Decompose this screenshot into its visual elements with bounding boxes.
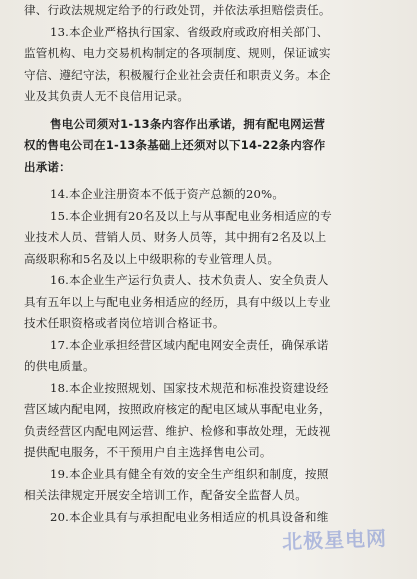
document-line: 18.本企业按照规划、国家技术规范和标准投资建设经 bbox=[50, 380, 329, 395]
document-line: 17.本企业承担经营区域内配电网安全责任，确保承诺 bbox=[50, 337, 329, 352]
document-line: 15.本企业拥有20名及以上与从事配电业务相适应的专 bbox=[50, 208, 332, 223]
document-line: 提供配电服务，不干预用户自主选择售电公司。 bbox=[24, 445, 272, 459]
document-line: 具有五年以上与配电业务相适应的经历，具有中级以上专业 bbox=[24, 294, 331, 309]
watermark: 北极星电网 bbox=[281, 526, 388, 554]
document-line: 13.本企业严格执行国家、省级政府或政府相关部门、 bbox=[50, 24, 329, 39]
document-line: 19.本企业具有健全有效的安全生产组织和制度，按照 bbox=[50, 466, 329, 481]
document-line: 监管机构、电力交易机构制定的各项制度、规则，保证诚实 bbox=[24, 46, 331, 60]
document-line: 技术任职资格或者岗位培训合格证书。 bbox=[24, 316, 225, 330]
document-line: 出承诺： bbox=[24, 159, 71, 174]
document-line: 高级职称和5名及以上中级职称的专业管理人员。 bbox=[24, 251, 280, 266]
document-line: 16.本企业生产运行负责人、技术负责人、安全负责人 bbox=[50, 273, 329, 287]
document-body bbox=[24, 0, 396, 528]
document-line: 律、行政法规规定给予的行政处罚，并依法承担赔偿责任。 bbox=[24, 3, 331, 17]
document-line: 业及其负责人无不良信用记录。 bbox=[24, 89, 190, 103]
document-line: 负责经营区内配电网运营、维护、检修和事故处理，无歧视 bbox=[24, 423, 331, 438]
document-line: 营区域内配电网，按照政府核定的配电区域从事配电业务， bbox=[24, 402, 331, 416]
document-line: 售电公司须对1-13条内容作出承诺，拥有配电网运营 bbox=[50, 116, 326, 131]
document-line: 20.本企业具有与承担配电业务相适应的机具设备和维 bbox=[50, 509, 329, 524]
document-line: 的供电质量。 bbox=[24, 359, 95, 373]
document-line: 业技术人员、营销人员、财务人员等，其中拥有2名及以上 bbox=[24, 230, 327, 244]
document-line: 权的售电公司在1-13条基础上还须对以下14-22条内容作 bbox=[24, 138, 326, 152]
document-line: 相关法律规定开展安全培训工作，配备安全监督人员。 bbox=[24, 488, 308, 502]
document-line: 14.本企业注册资本不低于资产总额的20%。 bbox=[50, 187, 285, 201]
document-line: 守信、遵纪守法，积极履行企业社会责任和职责义务。本企 bbox=[24, 67, 331, 82]
